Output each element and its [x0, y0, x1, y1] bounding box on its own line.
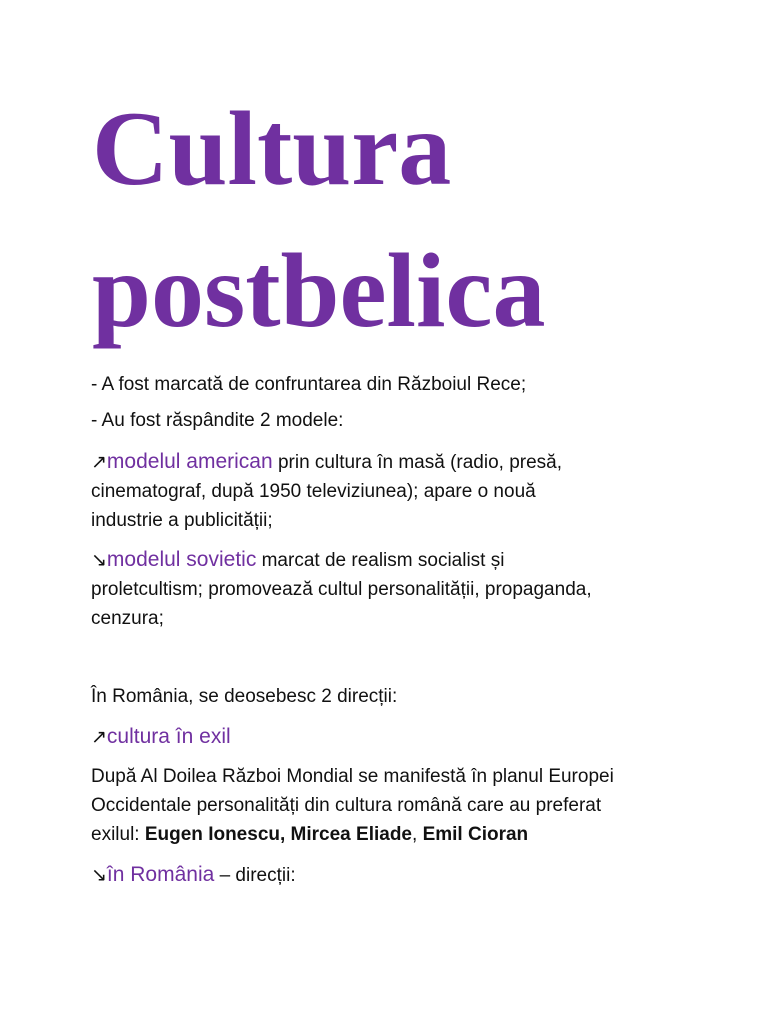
- intro-line-1: - A fost marcată de confruntarea din Războiul Rece;: [91, 374, 527, 395]
- intro-line-2: - Au fost răspândite 2 modele:: [91, 410, 344, 431]
- exile-names-2: Emil Cioran: [422, 824, 529, 845]
- exile-line-3: [91, 820, 691, 849]
- american-model-paragraph: [91, 447, 691, 535]
- american-model-line-3: industrie a publicității;: [91, 510, 273, 531]
- romania-home-suffix: – direcții:: [214, 865, 296, 886]
- soviet-model-text-1: marcat de realism socialist și: [256, 550, 505, 571]
- title-line-2: postbelica: [92, 232, 546, 349]
- american-model-line-2: cinematograf, după 1950 televiziunea); apare o nouă: [91, 481, 536, 502]
- exile-label: cultura în exil: [106, 725, 231, 748]
- arrow-down-right-icon: ↘: [91, 550, 107, 571]
- title-line-1: Cultura: [92, 90, 452, 207]
- exile-paragraph: [91, 762, 691, 849]
- american-model-text-1: prin cultura în masă (radio, presă,: [272, 452, 563, 473]
- arrow-up-right-icon: ↗: [91, 452, 107, 473]
- soviet-model-line-1: [91, 545, 691, 575]
- romania-intro: În România, se deosebesc 2 direcții:: [91, 686, 398, 707]
- exile-line-2: Occidentale personalități din cultura română care au preferat: [91, 795, 602, 816]
- exile-heading: [91, 722, 691, 752]
- exile-line-1: După Al Doilea Război Mondial se manifestă în planul Europei: [91, 766, 614, 787]
- soviet-model-line-2: proletcultism; promovează cultul personalității, propaganda,: [91, 579, 592, 600]
- american-model-label: modelul american: [106, 450, 273, 473]
- exile-names-1: Eugen Ionescu, Mircea Eliade: [144, 824, 413, 845]
- soviet-model-line-3: cenzura;: [91, 608, 164, 629]
- romania-home-label: în România: [106, 863, 215, 886]
- exile-text-prefix: exilul:: [91, 824, 145, 845]
- arrow-up-right-icon: ↗: [91, 727, 107, 748]
- romania-home-heading: [91, 860, 691, 890]
- soviet-model-label: modelul sovietic: [106, 548, 257, 571]
- soviet-model-paragraph: [91, 545, 691, 633]
- arrow-down-right-icon: ↘: [91, 865, 107, 886]
- exile-separator: ,: [412, 824, 423, 845]
- american-model-line-1: [91, 447, 691, 477]
